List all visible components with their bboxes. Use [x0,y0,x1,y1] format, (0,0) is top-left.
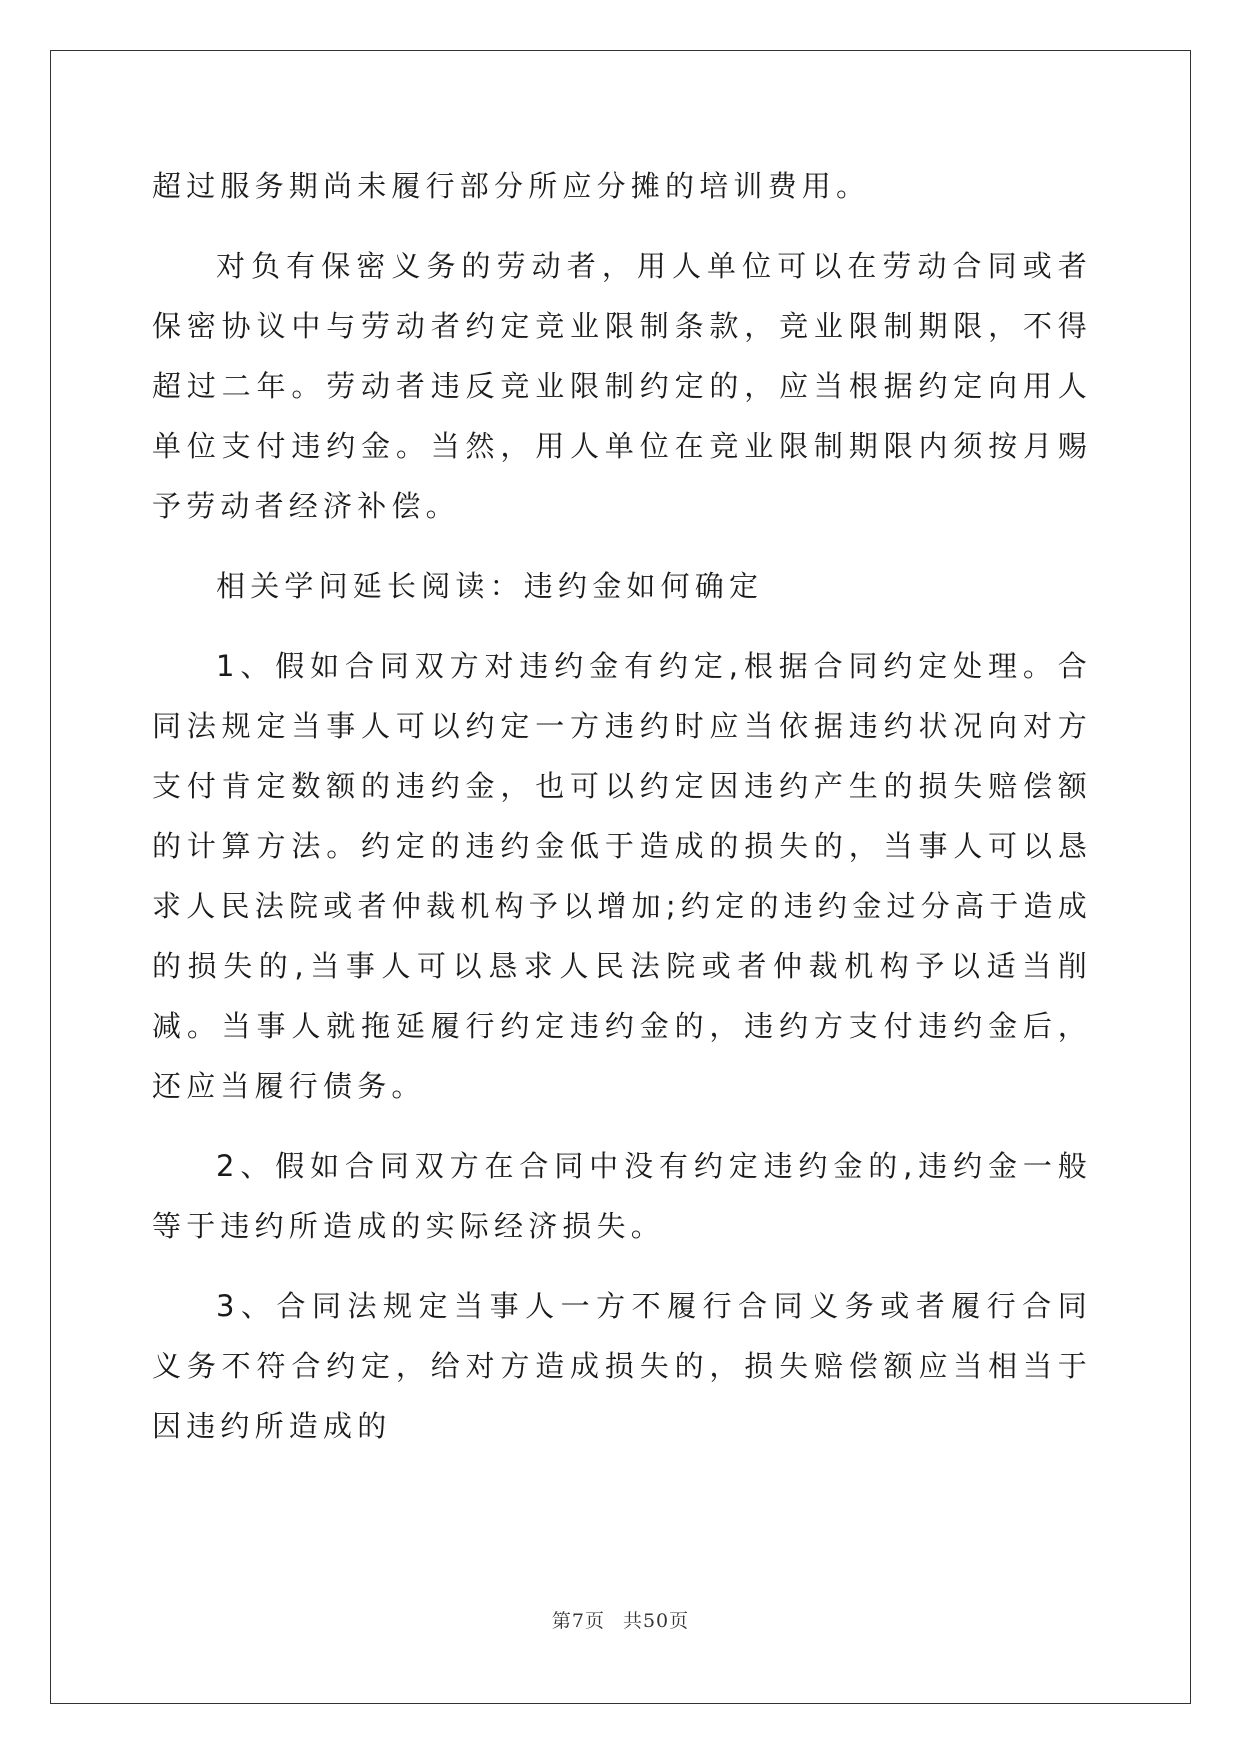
paragraph-item-3: 3、合同法规定当事人一方不履行合同义务或者履行合同义务不符合约定，给对方造成损失的，损失赔偿额应当相当于因违约所造成的 [152,1289,1092,1443]
paragraph-item-2: 2、假如合同双方在合同中没有约定违约金的,违约金一般等于违约所造成的实际经济损失。 [152,1149,1092,1243]
page-number-current: 第7页 [551,1610,605,1632]
paragraph-heading-related-reading: 相关学问延长阅读：违约金如何确定 [216,569,764,603]
page-footer [0,1606,1241,1633]
paragraph-confidentiality: 对负有保密义务的劳动者，用人单位可以在劳动合同或者保密协议中与劳动者约定竞业限制条款，竞业限制期限，不得超过二年。劳动者违反竞业限制约定的，应当根据约定向用人单位支付违约金。当然，用人单位在竞业限制期限内须按月赐予劳动者经济补偿。 [152,249,1092,523]
paragraph-continuation: 超过服务期尚未履行部分所应分摊的培训费用。 [152,169,871,203]
document-body [152,156,1092,1456]
paragraph-item-1: 1、假如合同双方对违约金有约定,根据合同约定处理。合同法规定当事人可以约定一方违约时应当依据违约状况向对方支付肯定数额的违约金，也可以约定因违约产生的损失赔偿额的计算方法。约定的违约金低于造成的损失的，当事人可以恳求人民法院或者仲裁机构予以增加;约定的违约金过分高于造成的损失的,当事人可以恳求人民法院或者仲裁机构予以适当削减。当事人就拖延履行约定违约金的，违约方支付违约金后，还应当履行债务。 [152,649,1092,1103]
page-number-total: 共50页 [622,1610,690,1632]
